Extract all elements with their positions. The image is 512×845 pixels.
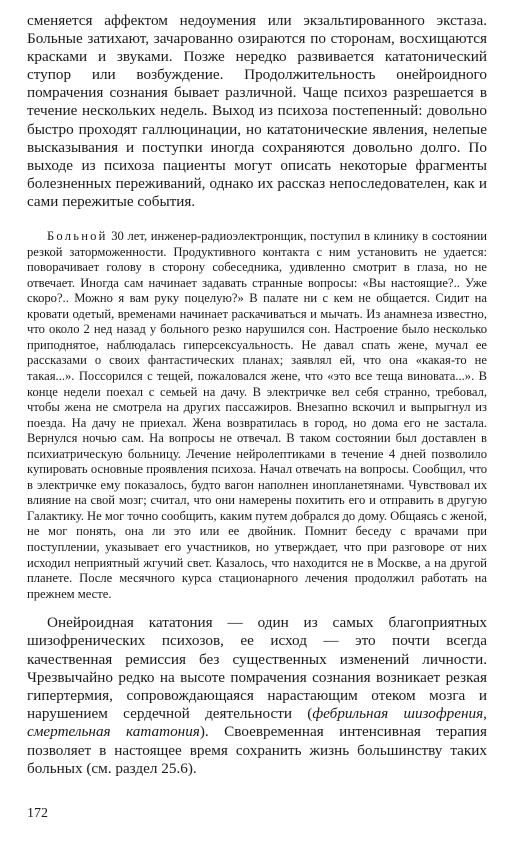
page-body bbox=[27, 12, 487, 778]
paragraph-oneiroid-catatonia bbox=[27, 614, 487, 778]
case-body-text: 30 лет, инженер-радиоэлектронщик, поступил в клинику в состоянии резкой заторможенности. Продуктивного контакта с ним установить не удается: поворачивает голову в сторону собеседника, удивленно смотрит в глаза, но не отвечает. Иногда сам начинает задавать странные вопросы: «Вы настоящие?.. Уже скоро?.. Можно я вам руку поцелую?» В палате ни с кем не общается. Сидит на кровати одетый, временами начинает раскачиваться и мычать. Из анамнеза известно, что около 2 нед назад у больного резко нарушился сон. Настроение было несколько приподнятое, наблюдалась гиперсексуальность. Не давал спать жене, мучал ее рассказами о своих фантастических планах; заявлял ей, что она «какая-то не такая...». Поссорился с тещей, пожаловался жене, что «это все теща виновата...». В конце недели поехал с семьей на дачу. В электричке вел себя странно, требовал, чтобы жена не смотрела на других пассажиров. Внезапно вскочил и выпрыгнул из поезда. На дачу не приехал. Жена возвратилась в город, но дома его не застала. Вернулся ночью сам. На вопросы не отвечал. В таком состоянии был доставлен в психиатрическую больницу. Лечение нейролептиками в течение 4 дней позволило купировать основные проявления психоза. Начал отвечать на вопросы. Сообщил, что в электричке ему показалось, будто вагон наполнен инопланетянами. Чувствовал их влияние на свой мозг; считал, что они намерены похитить его и отправить в другую Галактику. Не мог точно сообщить, каким путем добрался до дому. Общаясь с женой, не мог понять, она ли это или ее двойник. Помнит беседу с врачами при поступлении, указывает его участников, но утверждает, что при разговоре от них исходил неприятный жгучий свет. Казалось, что находится не в Москве, а на другой планете. После месячного курса стационарного лечения продолжил работать на прежнем месте. bbox=[27, 229, 487, 601]
clinical-case-paragraph bbox=[27, 229, 487, 602]
paragraph3-italic-term: фебрильная шизофрения, смертельная кататония bbox=[27, 705, 487, 741]
paragraph-psychosis-outcome: сменяется аффектом недоумения или экзальтированного экстаза. Больные затихают, зачарованно озираются по сторонам, восхищаются красками и звуками. Позже нередко развивается кататонический ступор или возбуждение. Продолжительность онейроидного помрачения сознания бывает различной. Чаще психоз разрешается в течение нескольких недель. Выход из психоза постепенный: довольно быстро проходят галлюцинации, но кататонические явления, нелепые высказывания и поступки иногда сохраняются довольно долго. По выходе из психоза пациенты могут описать некоторые фрагменты болезненных переживаний, однако их рассказ непоследователен, как и сами пережитые события. bbox=[27, 12, 487, 210]
paragraph3-part1: Онейроидная кататония — один из самых благоприятных шизофренических психозов, ее исход — это почти всегда качественная ремиссия без существенных изменений личности. Чрезвычайно редко на высоте помрачения сознания возникает резкая гипертермия, сопровождающаяся нарастающим отеком мозга и нарушением сердечной деятельности ( bbox=[27, 614, 487, 723]
page-number: 172 bbox=[27, 806, 48, 821]
paragraph3-part2: ). Своевременная интенсивная терапия позволяет в настоящее время сохранить жизнь большинству таких больных (см. раздел 25.6). bbox=[27, 723, 487, 777]
case-lead-word: Больной bbox=[47, 229, 108, 244]
